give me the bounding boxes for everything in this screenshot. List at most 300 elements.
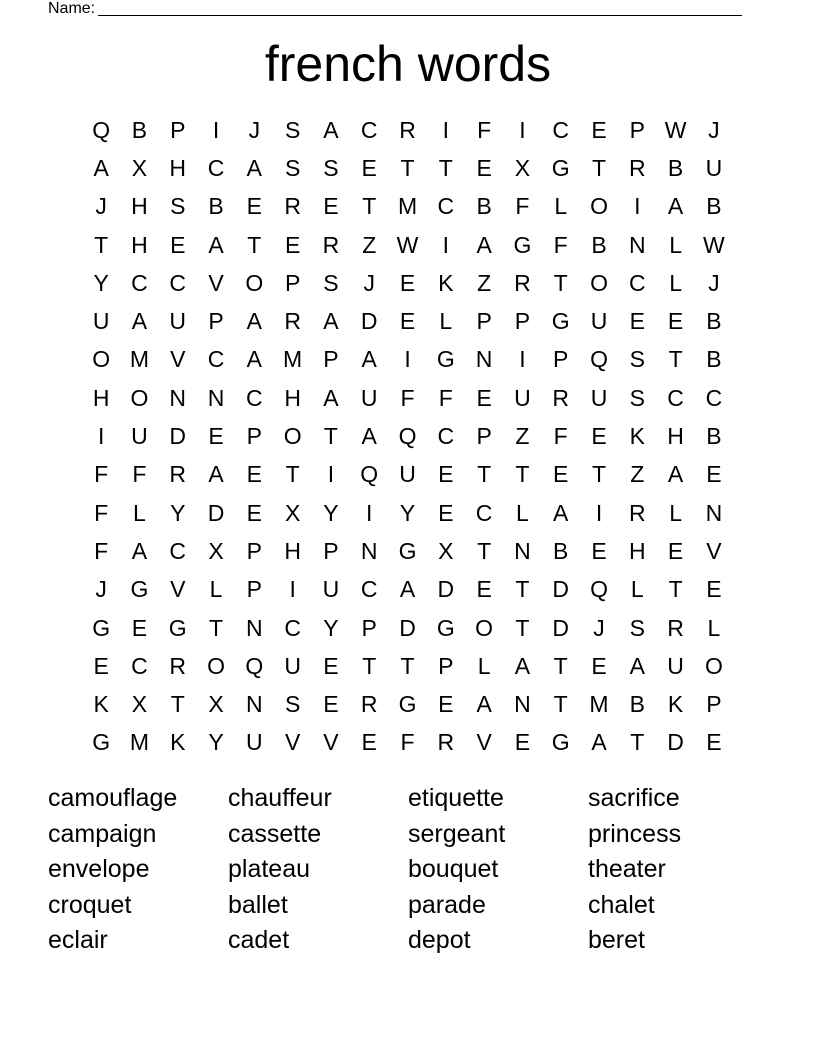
- grid-letter: P: [706, 691, 722, 718]
- grid-letter: F: [400, 729, 415, 756]
- grid-letter: A: [361, 423, 377, 450]
- grid-letter: V: [284, 729, 301, 756]
- grid-letter: G: [436, 346, 455, 373]
- grid-letter: P: [629, 116, 645, 143]
- word-list-item: parade: [408, 890, 486, 919]
- grid-letter: G: [168, 614, 187, 641]
- grid-letter: E: [361, 154, 377, 181]
- grid-letter: K: [170, 729, 186, 756]
- grid-letter: A: [629, 652, 645, 679]
- word-list-item: chalet: [588, 890, 655, 919]
- grid-letter: O: [590, 193, 608, 220]
- grid-letter: A: [591, 729, 607, 756]
- grid-letter: X: [131, 154, 148, 181]
- grid-letter: C: [169, 537, 187, 564]
- grid-letter: T: [170, 691, 185, 718]
- grid-letter: E: [361, 729, 377, 756]
- grid-letter: A: [399, 576, 416, 603]
- grid-letter: E: [591, 423, 607, 450]
- grid-letter: G: [398, 691, 417, 718]
- grid-letter: M: [589, 691, 609, 718]
- grid-letter: E: [323, 193, 339, 220]
- grid-letter: L: [439, 308, 453, 335]
- grid-letter: F: [94, 537, 109, 564]
- grid-letter: X: [284, 499, 301, 526]
- grid-letter: T: [668, 576, 683, 603]
- grid-letter: I: [442, 231, 450, 258]
- grid-letter: E: [706, 461, 722, 488]
- grid-letter: T: [362, 652, 377, 679]
- grid-letter: U: [590, 384, 608, 411]
- grid-letter: K: [438, 269, 454, 296]
- grid-letter: R: [169, 461, 187, 488]
- grid-letter: S: [284, 154, 301, 181]
- grid-letter: R: [399, 116, 416, 143]
- grid-letter: E: [476, 576, 492, 603]
- grid-letter: J: [363, 269, 375, 296]
- grid-letter: Q: [590, 346, 608, 373]
- grid-letter: S: [323, 269, 339, 296]
- grid-letter: T: [553, 691, 568, 718]
- grid-letter: R: [628, 499, 646, 526]
- grid-letter: S: [284, 116, 301, 143]
- grid-letter: Q: [398, 423, 417, 450]
- grid-letter: O: [92, 346, 111, 373]
- grid-letter: A: [361, 346, 377, 373]
- word-list-item: princess: [588, 819, 682, 848]
- grid-letter: B: [476, 193, 492, 220]
- grid-letter: E: [208, 423, 224, 450]
- grid-letter: U: [514, 384, 531, 411]
- grid-letter: P: [514, 308, 531, 335]
- grid-letter: G: [92, 614, 111, 641]
- grid-letter: E: [514, 729, 531, 756]
- grid-letter: I: [212, 116, 220, 143]
- grid-letter: T: [515, 576, 530, 603]
- word-list-item: envelope: [48, 855, 150, 883]
- grid-letter: P: [476, 423, 492, 450]
- word-list: [48, 781, 768, 959]
- grid-letter: I: [519, 346, 526, 373]
- grid-letter: V: [323, 729, 339, 756]
- grid-letter: T: [438, 154, 453, 181]
- grid-letter: R: [628, 154, 646, 181]
- grid-letter: A: [131, 308, 148, 335]
- grid-letter: A: [476, 691, 492, 718]
- grid-letter: D: [399, 614, 416, 641]
- grid-letter: I: [97, 423, 105, 450]
- grid-letter: F: [553, 231, 568, 258]
- grid-letter: E: [591, 116, 607, 143]
- grid-letter: K: [667, 691, 684, 718]
- grid-letter: A: [246, 154, 262, 181]
- word-list-item: eclair: [48, 926, 108, 954]
- grid-letter: S: [170, 193, 186, 220]
- grid-letter: E: [591, 537, 607, 564]
- grid-letter: E: [629, 308, 645, 335]
- name-field: [48, 0, 742, 18]
- grid-letter: P: [438, 652, 454, 679]
- grid-letter: R: [552, 384, 570, 411]
- grid-letter: I: [519, 116, 526, 143]
- grid-letter: U: [705, 154, 723, 181]
- grid-letter: O: [475, 614, 494, 641]
- grid-letter: N: [246, 691, 263, 718]
- grid-letter: I: [366, 499, 373, 526]
- grid-letter: E: [170, 231, 186, 258]
- grid-letter: B: [553, 537, 569, 564]
- grid-letter: L: [669, 499, 682, 526]
- word-list-item: etiquette: [408, 784, 504, 812]
- grid-letter: U: [590, 308, 608, 335]
- grid-letter: R: [284, 193, 301, 220]
- grid-letter: G: [436, 614, 455, 641]
- grid-letter: Y: [208, 729, 224, 756]
- grid-letter: G: [551, 729, 570, 756]
- grid-letter: O: [590, 269, 608, 296]
- word-list-item: theater: [588, 855, 666, 883]
- grid-letter: A: [553, 499, 569, 526]
- grid-letter: C: [360, 576, 378, 603]
- grid-letter: E: [476, 384, 492, 411]
- grid-letter: E: [667, 308, 684, 335]
- grid-letter: H: [169, 154, 187, 181]
- grid-letter: N: [169, 384, 187, 411]
- grid-letter: M: [397, 193, 418, 220]
- grid-letter: U: [667, 652, 684, 679]
- grid-letter: P: [361, 614, 377, 641]
- grid-letter: D: [552, 614, 570, 641]
- grid-letter: T: [400, 154, 415, 181]
- grid-letter: M: [129, 729, 150, 756]
- grid-letter: A: [323, 308, 339, 335]
- grid-letter: C: [169, 269, 187, 296]
- grid-letter: A: [208, 231, 224, 258]
- grid-letter: L: [707, 614, 721, 641]
- grid-letter: L: [554, 193, 568, 220]
- grid-letter: T: [553, 269, 568, 296]
- word-list-item: campaign: [48, 819, 157, 848]
- grid-letter: E: [553, 461, 569, 488]
- grid-letter: E: [131, 614, 148, 641]
- grid-letter: Y: [170, 499, 186, 526]
- grid-letter: G: [398, 537, 417, 564]
- grid-letter: C: [207, 154, 225, 181]
- grid-letter: H: [92, 384, 110, 411]
- grid-letter: J: [95, 576, 107, 603]
- word-list-item: camouflage: [48, 784, 178, 812]
- word-list-item: croquet: [48, 890, 132, 919]
- grid-letter: O: [130, 384, 149, 411]
- grid-letter: T: [477, 461, 492, 488]
- grid-letter: P: [246, 537, 262, 564]
- grid-letter: B: [706, 308, 722, 335]
- puzzle-title: french words: [264, 36, 552, 92]
- grid-letter: L: [209, 576, 223, 603]
- grid-letter: T: [591, 461, 607, 488]
- grid-letter: E: [476, 154, 492, 181]
- grid-letter: C: [207, 346, 225, 373]
- grid-letter: F: [94, 499, 109, 526]
- grid-letter: S: [284, 691, 301, 718]
- grid-letter: C: [360, 116, 378, 143]
- grid-letter: M: [283, 346, 303, 373]
- grid-letter: A: [667, 193, 684, 220]
- grid-letter: U: [284, 652, 301, 679]
- grid-letter: B: [629, 691, 645, 718]
- grid-letter: S: [323, 154, 339, 181]
- grid-letter: T: [668, 346, 683, 373]
- grid-letter: Y: [399, 499, 416, 526]
- grid-letter: C: [246, 384, 263, 411]
- grid-letter: G: [513, 231, 532, 258]
- grid-letter: A: [93, 154, 109, 181]
- grid-letter: F: [477, 116, 492, 143]
- word-list-item: plateau: [228, 855, 311, 883]
- grid-letter: W: [396, 231, 419, 258]
- word-list-item: sacrifice: [588, 784, 680, 812]
- grid-letter: W: [664, 116, 687, 143]
- grid-letter: H: [628, 537, 646, 564]
- grid-letter: C: [437, 423, 455, 450]
- grid-letter: T: [247, 231, 262, 258]
- word-list-item: sergeant: [408, 819, 506, 848]
- grid-letter: Y: [93, 269, 109, 296]
- grid-letter: B: [706, 346, 722, 373]
- word-list-item: bouquet: [408, 855, 499, 883]
- grid-letter: Z: [362, 231, 377, 258]
- grid-letter: A: [514, 652, 531, 679]
- grid-letter: P: [246, 576, 262, 603]
- grid-letter: J: [708, 116, 720, 143]
- grid-letter: R: [322, 231, 340, 258]
- grid-letter: F: [400, 384, 415, 411]
- grid-letter: M: [129, 346, 150, 373]
- grid-letter: R: [437, 729, 455, 756]
- grid-letter: L: [630, 576, 644, 603]
- grid-letter: D: [169, 423, 187, 450]
- grid-letter: E: [399, 308, 416, 335]
- grid-letter: C: [475, 499, 493, 526]
- word-list-item: depot: [408, 926, 471, 954]
- grid-letter: C: [131, 652, 148, 679]
- grid-letter: L: [669, 269, 682, 296]
- grid-letter: Y: [323, 614, 339, 641]
- grid-letter: U: [169, 308, 187, 335]
- grid-letter: N: [246, 614, 263, 641]
- grid-letter: V: [170, 576, 186, 603]
- grid-letter: V: [208, 269, 224, 296]
- grid-letter: L: [669, 231, 682, 258]
- grid-letter: B: [208, 193, 224, 220]
- grid-letter: R: [360, 691, 378, 718]
- grid-letter: W: [703, 231, 725, 258]
- grid-letter: N: [628, 231, 646, 258]
- grid-letter: G: [551, 308, 570, 335]
- grid-letter: P: [323, 346, 339, 373]
- word-list-item: cadet: [228, 926, 290, 954]
- grid-letter: N: [360, 537, 378, 564]
- grid-letter: B: [706, 423, 722, 450]
- word-list-item: chauffeur: [228, 784, 332, 812]
- grid-letter: U: [246, 729, 263, 756]
- grid-letter: K: [93, 691, 109, 718]
- grid-letter: T: [323, 423, 338, 450]
- grid-letter: U: [399, 461, 416, 488]
- grid-letter: I: [289, 576, 296, 603]
- grid-letter: N: [705, 499, 723, 526]
- grid-letter: E: [706, 729, 722, 756]
- grid-letter: R: [284, 308, 301, 335]
- grid-letter: E: [399, 269, 416, 296]
- grid-letter: J: [95, 193, 107, 220]
- grid-letter: R: [169, 652, 187, 679]
- grid-letter: N: [514, 691, 531, 718]
- grid-letter: E: [284, 231, 301, 258]
- grid-letter: X: [131, 691, 148, 718]
- grid-letter: L: [516, 499, 529, 526]
- grid-letter: Q: [245, 652, 264, 679]
- grid-letter: A: [246, 346, 262, 373]
- grid-letter: E: [667, 537, 684, 564]
- grid-letter: H: [284, 537, 301, 564]
- grid-letter: E: [93, 652, 109, 679]
- grid-letter: E: [246, 193, 262, 220]
- grid-letter: A: [323, 384, 339, 411]
- grid-letter: B: [706, 193, 722, 220]
- grid-letter: D: [437, 576, 455, 603]
- grid-letter: E: [438, 461, 454, 488]
- grid-letter: D: [360, 308, 378, 335]
- grid-letter: T: [285, 461, 300, 488]
- grid-letter: L: [133, 499, 146, 526]
- grid-letter: C: [705, 384, 723, 411]
- grid-letter: O: [704, 652, 723, 679]
- grid-letter: L: [477, 652, 491, 679]
- grid-letter: G: [130, 576, 149, 603]
- grid-letter: H: [131, 193, 148, 220]
- grid-letter: C: [667, 384, 684, 411]
- grid-letter: J: [708, 269, 720, 296]
- grid-letter: K: [629, 423, 645, 450]
- grid-letter: N: [207, 384, 225, 411]
- word-list-item: cassette: [228, 819, 322, 848]
- grid-letter: P: [284, 269, 301, 296]
- grid-letter: A: [131, 537, 148, 564]
- grid-letter: S: [629, 614, 645, 641]
- grid-letter: U: [131, 423, 148, 450]
- grid-letter: T: [94, 231, 109, 258]
- grid-letter: D: [667, 729, 684, 756]
- grid-letter: G: [92, 729, 111, 756]
- grid-letter: P: [170, 116, 186, 143]
- grid-letter: Q: [360, 461, 379, 488]
- grid-letter: D: [207, 499, 225, 526]
- name-write-line: [98, 1, 742, 16]
- grid-letter: V: [476, 729, 492, 756]
- grid-letter: I: [404, 346, 411, 373]
- grid-letter: N: [514, 537, 531, 564]
- grid-letter: U: [322, 576, 340, 603]
- grid-letter: E: [246, 499, 262, 526]
- grid-letter: P: [208, 308, 224, 335]
- grid-letter: T: [515, 614, 530, 641]
- grid-letter: T: [400, 652, 415, 679]
- grid-letter: F: [132, 461, 147, 488]
- grid-letter: S: [629, 346, 645, 373]
- name-label: Name:: [48, 0, 96, 17]
- grid-letter: C: [131, 269, 148, 296]
- letter-grid: [82, 111, 733, 762]
- grid-letter: H: [131, 231, 148, 258]
- grid-letter: F: [438, 384, 453, 411]
- grid-letter: V: [170, 346, 186, 373]
- grid-letter: I: [634, 193, 641, 220]
- grid-letter: C: [552, 116, 570, 143]
- grid-letter: C: [437, 193, 455, 220]
- grid-letter: T: [362, 193, 377, 220]
- grid-letter: A: [208, 461, 224, 488]
- grid-letter: A: [246, 308, 262, 335]
- grid-letter: E: [323, 691, 339, 718]
- grid-letter: D: [552, 576, 570, 603]
- grid-letter: G: [551, 154, 570, 181]
- grid-letter: A: [323, 116, 339, 143]
- grid-letter: T: [630, 729, 645, 756]
- grid-letter: B: [667, 154, 684, 181]
- grid-letter: O: [283, 423, 302, 450]
- grid-letter: T: [553, 652, 568, 679]
- grid-letter: S: [629, 384, 645, 411]
- grid-letter: C: [628, 269, 646, 296]
- grid-letter: E: [438, 499, 454, 526]
- grid-letter: V: [706, 537, 722, 564]
- grid-letter: O: [245, 269, 264, 296]
- grid-letter: Z: [477, 269, 492, 296]
- grid-letter: Z: [630, 461, 645, 488]
- word-list-item: beret: [588, 926, 645, 954]
- grid-letter: P: [246, 423, 262, 450]
- grid-letter: P: [476, 308, 492, 335]
- grid-letter: X: [208, 537, 224, 564]
- grid-letter: B: [131, 116, 148, 143]
- grid-letter: J: [248, 116, 261, 143]
- grid-letter: C: [284, 614, 301, 641]
- grid-letter: X: [438, 537, 454, 564]
- grid-letter: U: [360, 384, 378, 411]
- grid-letter: X: [208, 691, 224, 718]
- grid-letter: E: [706, 576, 722, 603]
- grid-letter: T: [477, 537, 492, 564]
- grid-letter: U: [92, 308, 110, 335]
- grid-letter: I: [595, 499, 603, 526]
- grid-letter: Y: [323, 499, 339, 526]
- grid-letter: F: [515, 193, 530, 220]
- grid-letter: T: [591, 154, 607, 181]
- grid-letter: P: [553, 346, 569, 373]
- grid-letter: F: [553, 423, 568, 450]
- grid-letter: E: [438, 691, 454, 718]
- grid-letter: H: [284, 384, 301, 411]
- grid-letter: F: [94, 461, 109, 488]
- grid-letter: E: [246, 461, 262, 488]
- grid-letter: I: [442, 116, 450, 143]
- grid-letter: N: [475, 346, 493, 373]
- grid-letter: Q: [92, 116, 111, 143]
- grid-letter: Z: [515, 423, 530, 450]
- grid-letter: R: [667, 614, 684, 641]
- grid-letter: T: [515, 461, 530, 488]
